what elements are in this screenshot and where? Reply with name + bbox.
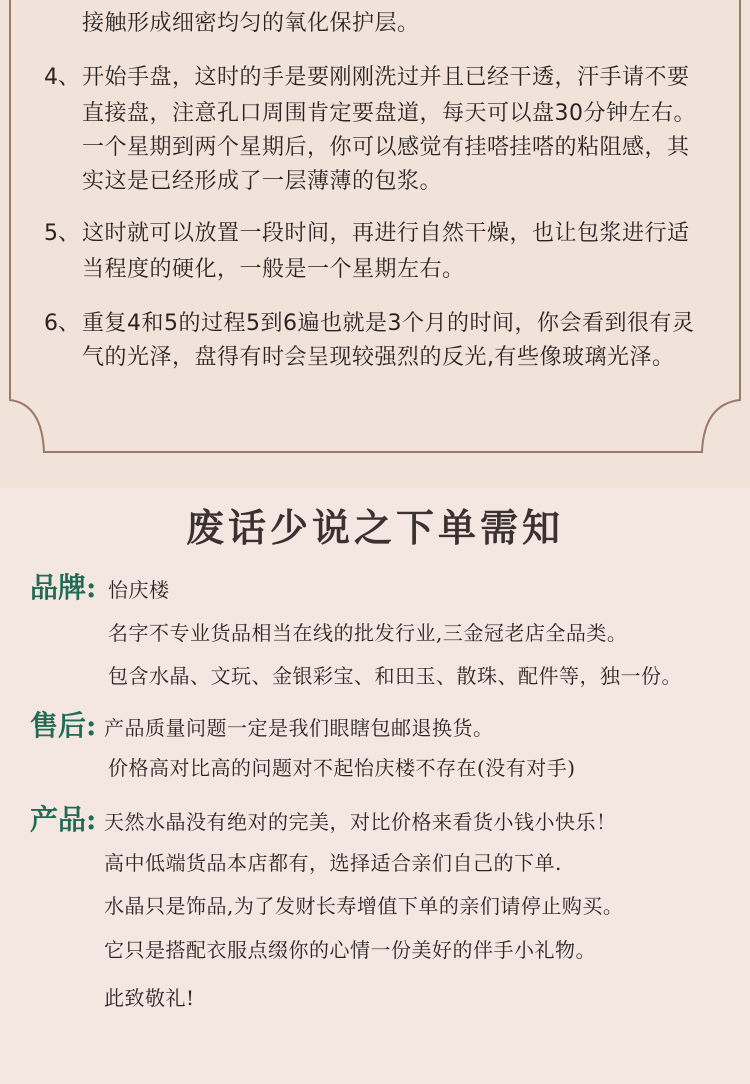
step-6-line: 气的光泽，盘得有时会呈现较强烈的反光,有些像玻璃光泽。	[82, 345, 675, 370]
brand-line: 名字不专业货品相当在线的批发行业,三金冠老店全品类。	[108, 621, 628, 645]
after-sales-first-line: 产品质量问题一定是我们眼瞎包邮退换货。	[104, 716, 494, 740]
step-4-line: 实这是已经形成了一层薄薄的包浆。	[82, 169, 443, 194]
step-5-number: 5、	[44, 221, 80, 246]
step-4-line: 开始手盘，这时的手是要刚刚洗过并且已经干透，汗手请不要	[82, 65, 690, 90]
step-5-line: 当程度的硬化，一般是一个星期左右。	[82, 257, 465, 282]
care-steps-section	[0, 0, 750, 488]
product-line: 高中低端货品本店都有，选择适合亲们自己的下单.	[104, 851, 562, 875]
step-6-number: 6、	[44, 311, 80, 336]
product-line: 水晶只是饰品,为了发财长寿增值下单的亲们请停止购买。	[104, 894, 624, 918]
step-4-line: 一个星期到两个星期后，你可以感觉有挂嗒挂嗒的粘阻感，其	[82, 135, 690, 160]
step-3-tail: 接触形成细密均匀的氧化保护层。	[82, 11, 420, 36]
step-4-line: 直接盘，注意孔口周围肯定要盘道，每天可以盘30分钟左右。	[82, 101, 696, 126]
step-5-line: 这时就可以放置一段时间，再进行自然干燥，也让包浆进行适	[82, 221, 690, 246]
product-label: 产品:	[30, 803, 97, 836]
brand-line: 包含水晶、文玩、金银彩宝、和田玉、散珠、配件等，独一份。	[108, 664, 682, 688]
step-6-line: 重复4和5的过程5到6遍也就是3个月的时间，你会看到很有灵	[82, 311, 695, 336]
brand-label: 品牌:	[30, 571, 97, 604]
after-sales-label: 售后:	[30, 709, 97, 742]
product-first-line: 天然水晶没有绝对的完美，对比价格来看货小钱小快乐！	[104, 810, 617, 834]
after-sales-line: 价格高对比高的问题对不起怡庆楼不存在(没有对手)	[108, 756, 576, 780]
product-line: 它只是搭配衣服点缀你的心情一份美好的伴手小礼物。	[104, 938, 596, 962]
notice-title: 废话少说之下单需知	[185, 505, 564, 550]
product-closing: 此致敬礼!	[104, 986, 195, 1010]
step-4-number: 4、	[44, 65, 80, 90]
brand-name: 怡庆楼	[108, 578, 170, 602]
